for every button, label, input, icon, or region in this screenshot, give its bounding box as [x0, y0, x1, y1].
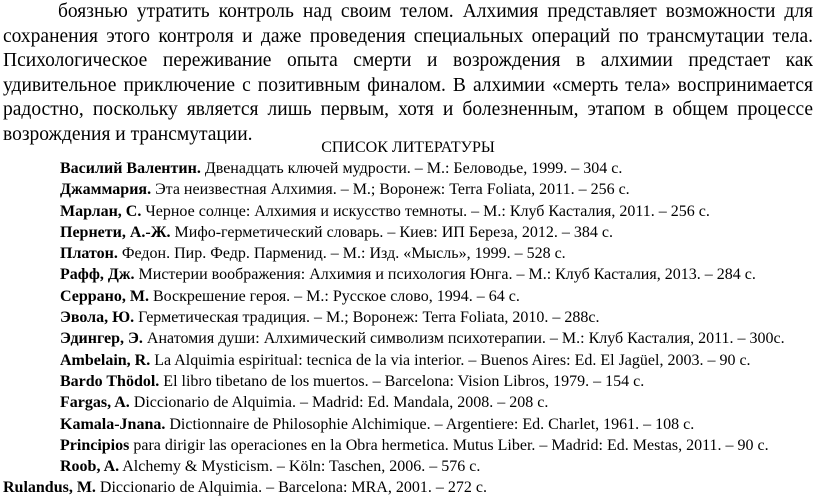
entry-author: Roob, A. [60, 458, 120, 476]
entry-author: Платон. [60, 245, 118, 263]
bibliography-entry [3, 414, 813, 435]
bibliography-entry [3, 307, 813, 328]
bibliography-entry [3, 264, 813, 285]
bibliography-entry [3, 286, 813, 307]
entry-author: Ambelain, R. [60, 351, 151, 369]
bibliography-entry [3, 371, 813, 392]
entry-text: Федон. Пир. Федр. Парменид. – М.: Изд. «Мысль», 1999. – 528 с. [117, 245, 566, 263]
entry-text: Мифо-герметический словарь. – Киев: ИП Береза, 2012. – 384 с. [170, 223, 613, 241]
entry-text: Мистерии воображения: Алхимия и психология Юнга. – М.: Клуб Касталия, 2013. – 284 с. [134, 266, 756, 284]
entry-text: La Alquimia espiritual: tecnica de la via interior. – Buenos Aires: Ed. El Jagüel, 2003. – 90 с. [150, 351, 751, 369]
entry-author: Рафф, Дж. [60, 266, 135, 284]
entry-author: Марлан, С. [60, 202, 142, 220]
entry-author: Эдингер, Э. [60, 330, 143, 348]
bibliography-heading: СПИСОК ЛИТЕРАТУРЫ [321, 139, 495, 156]
entry-text: Diccionario de Alquimia. – Barcelona: MRA, 2001. – 272 с. [95, 479, 487, 497]
bibliography-entry [3, 179, 813, 200]
entry-author: Джаммария. [60, 181, 152, 199]
bibliography-entry [3, 158, 813, 179]
entry-text: Воскрешение героя. – М.: Русское слово, 1994. – 64 с. [148, 287, 520, 305]
entry-text: Alchemy & Mysticism. – Köln: Taschen, 2006. – 576 с. [119, 458, 481, 476]
bibliography-list [3, 158, 813, 499]
entry-text: Анатомия души: Алхимический символизм психотерапии. – М.: Клуб Касталия, 2011. – 300с. [142, 330, 785, 348]
bibliography-entry [3, 392, 813, 413]
bibliography-entry [3, 435, 813, 456]
bibliography-entry [3, 477, 813, 498]
bibliography-entry [3, 201, 813, 222]
entry-author: Principios [60, 436, 130, 454]
bibliography-entry [3, 222, 813, 243]
bibliography-entry [3, 456, 813, 477]
entry-text: Герметическая традиция. – М.; Воронеж: Terra Foliata, 2010. – 288с. [134, 309, 600, 327]
entry-author: Василий Валентин. [60, 160, 201, 177]
entry-text: Эта неизвестная Алхимия. – М.; Воронеж: Terra Foliata, 2011. – 256 с. [151, 181, 630, 199]
entry-author: Bardo Thödol. [60, 372, 160, 390]
entry-author: Fargas, A. [60, 394, 130, 412]
entry-text: Dictionnaire de Philosophie Alchimique. – Argentiere: Ed. Charlet, 1961. – 108 с. [165, 415, 695, 433]
bibliography-entry [3, 243, 813, 264]
body-paragraph: боязнью утратить контроль над своим телом. Алхимия представляет возможности для сохранения этого контроля и даже проведения специальных операций по трансмутации тела. Психологическое переживание опыта смерти и возрождения в алхимии предстает как удивительное приключение с позитивным финалом. В алхимии «смерть тела» воспринимается радостно, поскольку является лишь первым, хотя и болезненным, этапом в общем процессе возрождения и трансмутации. [3, 1, 813, 145]
entry-author: Kamala-Jnana. [60, 415, 166, 433]
bibliography-entry [3, 350, 813, 371]
bibliography-entry [3, 328, 813, 349]
entry-author: Rulandus, M. [3, 479, 96, 497]
entry-text: El libro tibetano de los muertos. – Barcelona: Vision Libros, 1979. – 154 с. [159, 372, 645, 390]
entry-author: Эвола, Ю. [60, 309, 135, 327]
entry-text: Черное солнце: Алхимия и искусство темноты. – М.: Клуб Касталия, 2011. – 256 с. [141, 202, 710, 220]
entry-text: para dirigir las operaciones en la Obra hermetica. Mutus Liber. – Madrid: Ed. Mestas, 2011. – 90 с. [129, 436, 769, 454]
entry-text: Двенадцать ключей мудрости. – М.: Беловодье, 1999. – 304 с. [200, 160, 623, 177]
entry-author: Серрано, М. [60, 287, 149, 305]
entry-author: Пернети, А.-Ж. [60, 223, 171, 241]
entry-text: Diccionario de Alquimia. – Madrid: Ed. Mandala, 2008. – 208 с. [129, 394, 549, 412]
